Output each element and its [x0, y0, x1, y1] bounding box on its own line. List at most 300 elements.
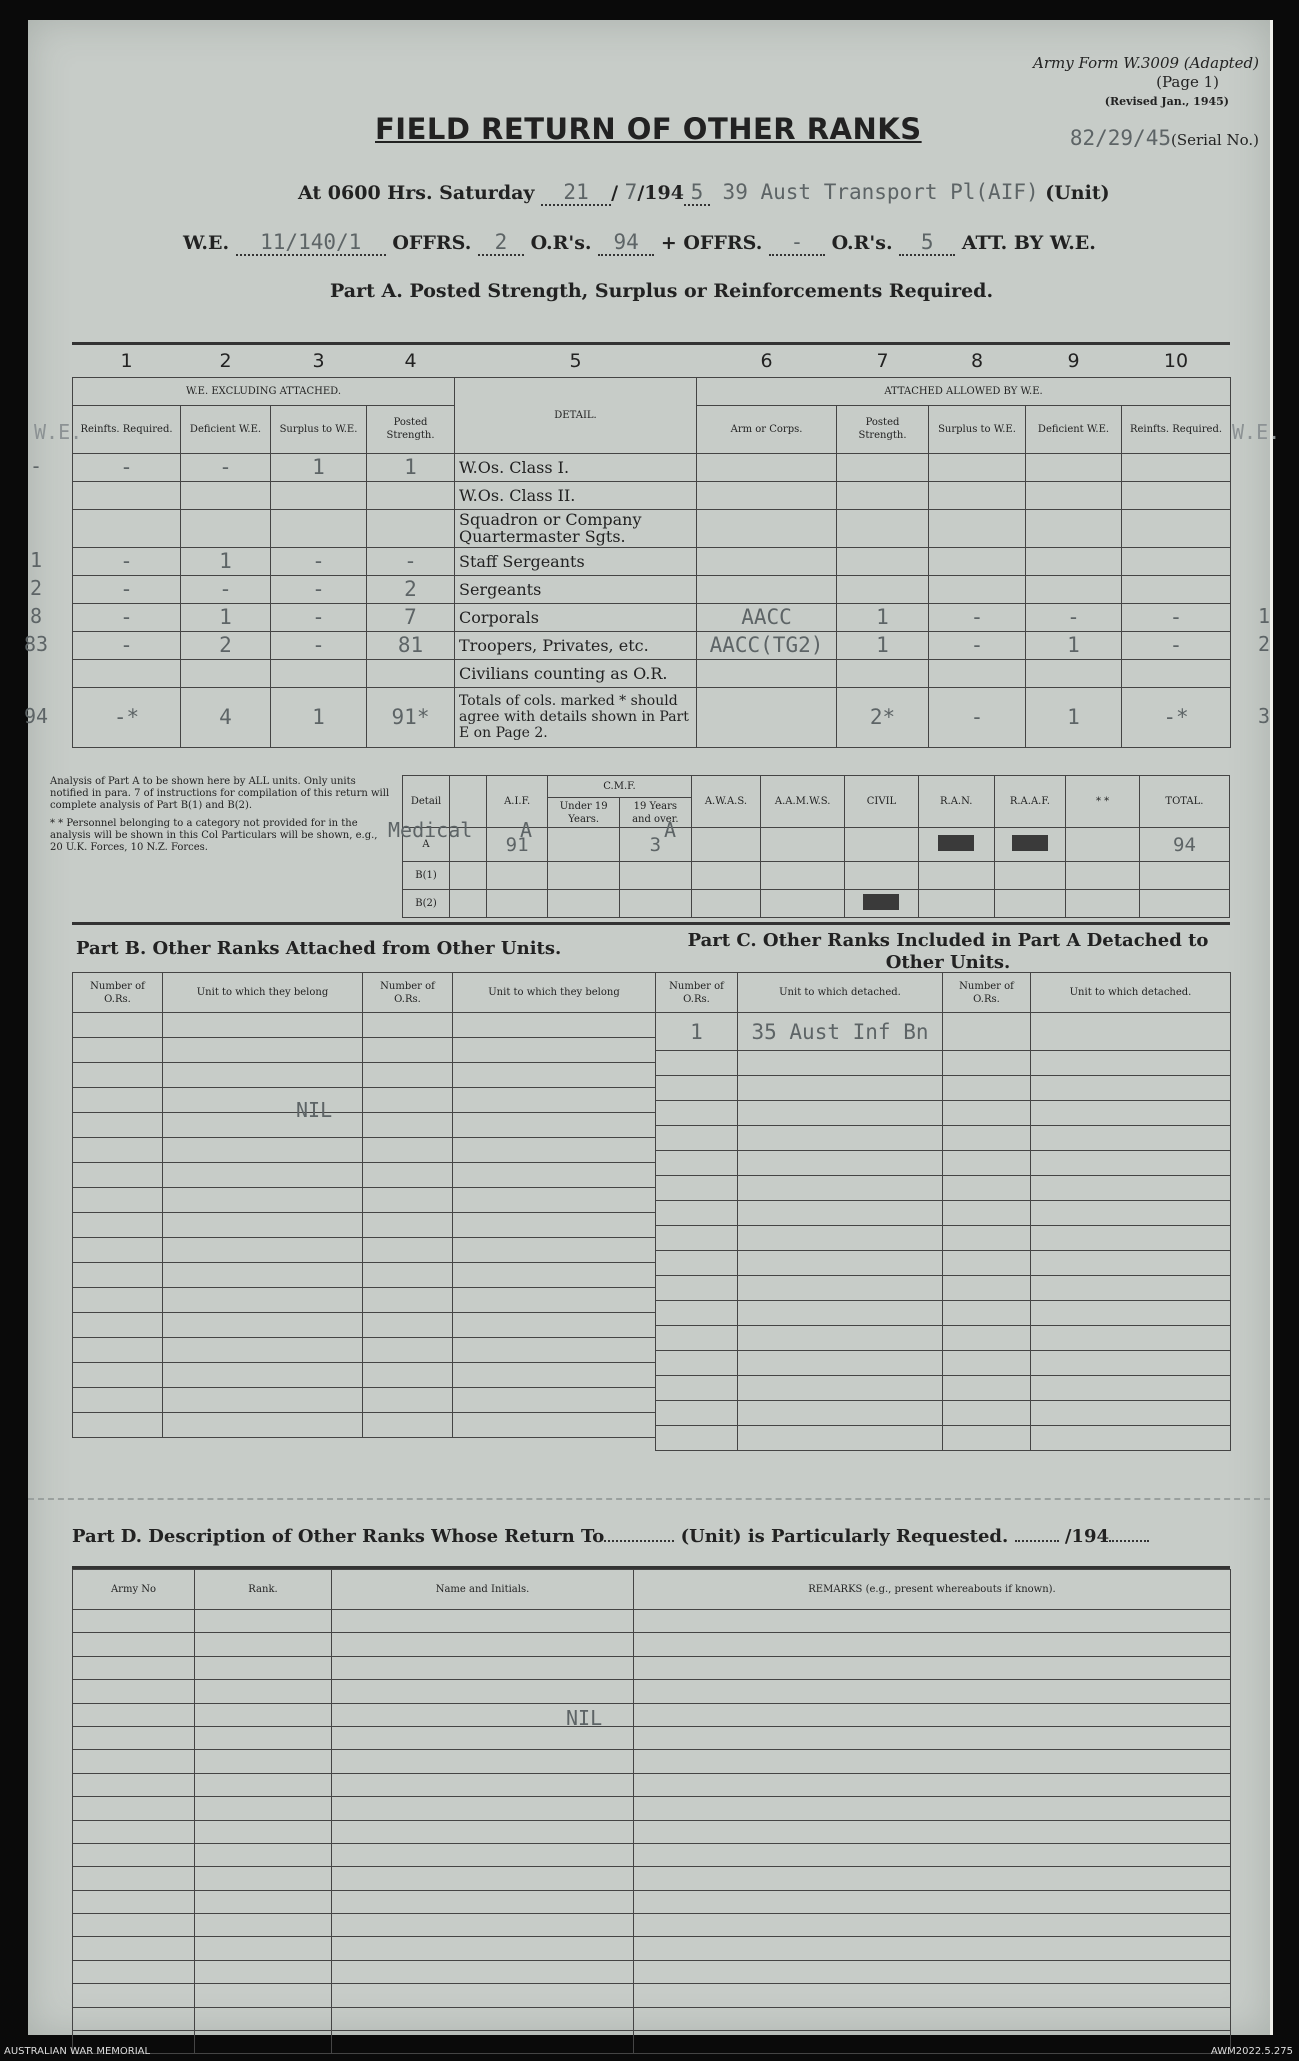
date-unit-line: At 0600 Hrs. Saturday 21 / 7/194 5 39 Aust Transport Pl(AIF) (Unit): [298, 180, 1110, 204]
part-c-row: [656, 1326, 1231, 1351]
part-b-table: [72, 972, 656, 1438]
col-number: 10: [1163, 349, 1189, 372]
page-number: (Page 1): [1156, 73, 1219, 91]
archive-reference: AWM2022.5.275: [1210, 2046, 1293, 2057]
blank-cell: [943, 1051, 1031, 1076]
blank-cell: [73, 1610, 195, 1633]
blank-cell: [1031, 1126, 1231, 1151]
rank-cell: -: [271, 631, 367, 659]
blank-cell: [1031, 1201, 1231, 1226]
blank-cell: [195, 1937, 332, 1960]
remarks-header: REMARKS (e.g., present whereabouts if known).: [634, 1570, 1231, 1610]
blank-cell: [363, 1338, 453, 1363]
rank-cell: [837, 547, 929, 575]
rank-cell: [1026, 659, 1122, 687]
rank-header: Rank.: [195, 1570, 332, 1610]
typed-aif-a: A: [520, 818, 533, 842]
blank-cell: [363, 1388, 453, 1413]
blank-cell: [656, 1226, 738, 1251]
part-b-row: [73, 1413, 656, 1438]
blank-cell: [1031, 1301, 1231, 1326]
blank-cell: [453, 1213, 656, 1238]
rank-cell: [73, 509, 181, 547]
blank-cell: [943, 1013, 1031, 1051]
rank-cell: -: [73, 603, 181, 631]
blank-cell: [195, 1703, 332, 1726]
revision-date: (Revised Jan., 1945): [1104, 95, 1229, 108]
part-d-row: [73, 1773, 1231, 1796]
blank-cell: [363, 1238, 453, 1263]
analysis-detail-header: Detail: [403, 776, 450, 828]
rank-cell: -: [1122, 631, 1231, 659]
blank-cell: [943, 1326, 1031, 1351]
rank-cell: [271, 509, 367, 547]
margin-we-right: W.E.: [1232, 420, 1281, 444]
rank-cell: AACC: [697, 603, 837, 631]
rank-cell: [929, 509, 1026, 547]
part-d-row: [73, 1703, 1231, 1726]
rank-cell: [929, 659, 1026, 687]
rank-cell: [1122, 509, 1231, 547]
part-c-number-header: Number of O.Rs.: [656, 973, 738, 1013]
part-c-table: [655, 972, 1231, 1451]
redaction-mark: [1012, 835, 1048, 851]
blank-cell: [73, 1960, 195, 1983]
blank-cell: [634, 1960, 1231, 1983]
total-cell: 2*: [837, 687, 929, 747]
part-d-row: [73, 1610, 1231, 1633]
blank-cell: [73, 1413, 163, 1438]
rank-cell: 1: [271, 453, 367, 481]
rank-cell: [1026, 509, 1122, 547]
blank-cell: [1031, 1326, 1231, 1351]
blank-cell: [73, 1038, 163, 1063]
rank-cell: -: [1026, 603, 1122, 631]
rank-cell: -: [271, 575, 367, 603]
blank-cell: [656, 1401, 738, 1426]
blank-cell: [656, 1201, 738, 1226]
arm-corps-header: Arm or Corps.: [697, 405, 837, 453]
rank-cell: [1026, 575, 1122, 603]
blank-cell: [1031, 1101, 1231, 1126]
blank-cell: [73, 1797, 195, 1820]
blank-cell: [73, 1263, 163, 1288]
part-d-row: [73, 1750, 1231, 1773]
blank-cell: [163, 1313, 363, 1338]
rank-cell: 2: [367, 575, 455, 603]
blank-cell: [163, 1138, 363, 1163]
blank-cell: [195, 1960, 332, 1983]
blank-cell: [943, 1201, 1031, 1226]
part-b-row: [73, 1038, 656, 1063]
part-d-heading-prefix: Part D. Description of Other Ranks Whose Return To: [72, 1526, 605, 1547]
part-d-row: [73, 1797, 1231, 1820]
col-number: 9: [1067, 349, 1080, 372]
rank-cell: -: [1122, 603, 1231, 631]
blank-cell: [453, 1288, 656, 1313]
blank-cell: [363, 1063, 453, 1088]
blank-cell: [453, 1038, 656, 1063]
part-c-unit-header: Unit to which detached.: [1031, 973, 1231, 1013]
margin-left-value: 8: [29, 604, 43, 628]
part-c-row: [656, 1051, 1231, 1076]
part-c-row: [656, 1251, 1231, 1276]
part-c-row: [656, 1351, 1231, 1376]
blank-cell: [332, 2007, 634, 2030]
plus-sign: +: [660, 232, 677, 254]
part-c-number-header: Number of O.Rs.: [943, 973, 1031, 1013]
row-label: A: [403, 828, 450, 862]
surplus-header: Surplus to W.E.: [271, 405, 367, 453]
blank-cell: [73, 1338, 163, 1363]
blank-cell: [332, 1890, 634, 1913]
blank-cell: [195, 1914, 332, 1937]
part-b-row: [73, 1113, 656, 1138]
rank-cell: -: [271, 547, 367, 575]
rank-cell: 1: [837, 631, 929, 659]
col-number: 6: [760, 349, 773, 372]
blank-cell: [1031, 1051, 1231, 1076]
blank-cell: [943, 1401, 1031, 1426]
analysis-row-b2: [403, 890, 1230, 918]
blank-cell: [332, 1984, 634, 2007]
analysis-row-b1: [403, 862, 1230, 890]
part-b-rows: [73, 1013, 656, 1438]
cmf-over-value: 3: [619, 828, 691, 862]
blank-cell: [634, 1914, 1231, 1937]
part-b-row: [73, 1138, 656, 1163]
offrs-value: 2: [494, 230, 508, 254]
blank-cell: [738, 1201, 943, 1226]
blank-cell: [1031, 1013, 1231, 1051]
blank-cell: [656, 1176, 738, 1201]
blank-cell: [73, 1138, 163, 1163]
blank-cell: [195, 1633, 332, 1656]
att-ors-label: O.R's.: [831, 232, 893, 254]
blank-cell: [73, 1113, 163, 1138]
blank-cell: [943, 1226, 1031, 1251]
part-d-row: [73, 1914, 1231, 1937]
blank-cell: [738, 1251, 943, 1276]
part-c-row: [656, 1401, 1231, 1426]
blank-cell: [73, 1750, 195, 1773]
blank-cell: [634, 1867, 1231, 1890]
blank-cell: [332, 1750, 634, 1773]
blank-cell: [163, 1263, 363, 1288]
part-d-row: [73, 2007, 1231, 2030]
blank-cell: [73, 1363, 163, 1388]
ors-value: 94: [613, 230, 639, 254]
blank-cell: [73, 1238, 163, 1263]
serial-number: [1070, 126, 1259, 150]
att-ors-value: 5: [920, 230, 934, 254]
att-offrs-value: -: [790, 230, 804, 254]
rank-cell: [837, 453, 929, 481]
ran-header: R.A.N.: [918, 776, 994, 828]
blank-cell: [73, 1388, 163, 1413]
civil-header: CIVIL: [845, 776, 919, 828]
margin-left-value: 2: [29, 576, 43, 600]
blank-cell: [634, 1680, 1231, 1703]
blank-cell: [738, 1301, 943, 1326]
blank-cell: [656, 1251, 738, 1276]
blank-cell: [453, 1338, 656, 1363]
rank-cell: [181, 481, 271, 509]
blank-cell: [363, 1113, 453, 1138]
part-d-nil: NIL: [566, 1706, 603, 1730]
part-d-heading-unit: (Unit) is Particularly Requested.: [680, 1526, 1009, 1547]
blank-cell: [656, 1276, 738, 1301]
part-b-row: [73, 1338, 656, 1363]
rank-cell: [837, 481, 929, 509]
rank-cell: [837, 509, 929, 547]
rank-cell: 1: [1026, 631, 1122, 659]
rank-cell: 1: [181, 547, 271, 575]
att-label: ATT. BY W.E.: [961, 232, 1096, 254]
margin-left-value: 1: [29, 548, 43, 572]
blank-cell: [163, 1038, 363, 1063]
blank-cell: [332, 1797, 634, 1820]
rule-bc: [72, 922, 1230, 925]
part-b-row: [73, 1088, 656, 1113]
ors-label: O.R's.: [530, 232, 592, 254]
rank-cell: 1: [367, 453, 455, 481]
part-b-heading: Part B. Other Ranks Attached from Other Units.: [76, 938, 562, 959]
col-number: 4: [404, 349, 417, 372]
rank-cell: [929, 453, 1026, 481]
blank-cell: [163, 1163, 363, 1188]
blank-cell: [73, 1867, 195, 1890]
part-a-row: [73, 547, 1231, 575]
aamws-header: A.A.M.W.S.: [761, 776, 845, 828]
part-c-row: [656, 1013, 1231, 1051]
left-group-header: W.E. EXCLUDING ATTACHED.: [73, 377, 455, 405]
awas-header: A.W.A.S.: [691, 776, 761, 828]
part-a-table: [72, 345, 1231, 748]
blank-cell: [943, 1426, 1031, 1451]
rank-cell: -: [929, 631, 1026, 659]
blank-cell: [1031, 1426, 1231, 1451]
blank-cell: [738, 1276, 943, 1301]
att-reinfts-header: Reinfts. Required.: [1122, 405, 1231, 453]
blank-cell: [1031, 1226, 1231, 1251]
blank-cell: [363, 1038, 453, 1063]
blank-cell: [453, 1113, 656, 1138]
reinfts-header: Reinfts. Required.: [73, 405, 181, 453]
blank-cell: [656, 1376, 738, 1401]
analysis-total-value: 94: [1139, 828, 1229, 862]
right-group-header: ATTACHED ALLOWED BY W.E.: [697, 377, 1231, 405]
margin-left-value: 94: [23, 704, 49, 728]
margin-right-value: 1: [1257, 604, 1271, 628]
blank-cell: [195, 1843, 332, 1866]
part-b-row: [73, 1063, 656, 1088]
army-no-header: Army No: [73, 1570, 195, 1610]
rank-cell: [367, 659, 455, 687]
cmf-under-header: Under 19 Years.: [548, 798, 620, 828]
date-day: 21: [563, 180, 589, 204]
rank-cell: [181, 659, 271, 687]
row-label: B(2): [403, 890, 450, 918]
part-c-rows: [656, 1013, 1231, 1451]
form-identifier: [1033, 54, 1259, 111]
part-b-row: [73, 1363, 656, 1388]
blank-cell: [943, 1101, 1031, 1126]
aif-header: A.I.F.: [486, 776, 547, 828]
blank-cell: [656, 1426, 738, 1451]
rank-cell: [697, 547, 837, 575]
part-c-row: [656, 1151, 1231, 1176]
margin-left-value: 83: [23, 632, 49, 656]
date-month: 7: [624, 180, 638, 204]
we-line: [183, 230, 1096, 256]
rank-cell: -: [73, 453, 181, 481]
blank-cell: [656, 1101, 738, 1126]
blank-cell: [363, 1288, 453, 1313]
part-b-row: [73, 1263, 656, 1288]
margin-we-left: W.E.: [34, 420, 83, 444]
rank-cell: 7: [367, 603, 455, 631]
rank-cell: [929, 481, 1026, 509]
we-value: 11/140/1: [260, 230, 362, 254]
blank-cell: [163, 1113, 363, 1138]
blank-cell: [73, 1937, 195, 1960]
rank-cell: -: [929, 603, 1026, 631]
part-b-unit-header: Unit to which they belong: [163, 973, 363, 1013]
blank-cell: [73, 1188, 163, 1213]
blank-cell: [195, 1890, 332, 1913]
total-cell: 91*: [367, 687, 455, 747]
part-d-heading: [72, 1526, 1149, 1547]
blank-cell: [738, 1176, 943, 1201]
blank-cell: [195, 1984, 332, 2007]
total-cell: -: [929, 687, 1026, 747]
rank-cell: [1026, 481, 1122, 509]
rank-detail: Sergeants: [455, 575, 697, 603]
typed-cmf-a: A: [664, 818, 677, 842]
blank-cell: [332, 1656, 634, 1679]
margin-left-value: -: [29, 454, 43, 478]
blank-cell: [73, 1703, 195, 1726]
margin-right-value: 2: [1257, 632, 1271, 656]
blank-cell: [195, 2031, 332, 2054]
blank-cell: [943, 1151, 1031, 1176]
part-c-row: [656, 1176, 1231, 1201]
blank-cell: [73, 1820, 195, 1843]
part-b-nil: NIL: [296, 1098, 333, 1122]
blank-cell: [634, 1656, 1231, 1679]
blank-cell: [73, 1063, 163, 1088]
rank-cell: [1122, 575, 1231, 603]
blank-cell: [195, 1726, 332, 1749]
rank-cell: AACC(TG2): [697, 631, 837, 659]
part-c-row: [656, 1426, 1231, 1451]
blank-cell: [363, 1088, 453, 1113]
blank-cell: [332, 1914, 634, 1937]
analysis-total-header: TOTAL.: [1139, 776, 1229, 828]
blank-cell: [656, 1351, 738, 1376]
blank-cell: [332, 1680, 634, 1703]
part-a-heading: Part A. Posted Strength, Surplus or Reinforcements Required.: [330, 280, 994, 302]
col-number: 8: [970, 349, 984, 372]
blank-cell: [453, 1163, 656, 1188]
redaction-mark: [938, 835, 974, 851]
part-d-row: [73, 1890, 1231, 1913]
part-a-row: [73, 509, 1231, 547]
blank-cell: [943, 1301, 1031, 1326]
col-number: 3: [312, 349, 325, 372]
blank-cell: [163, 1388, 363, 1413]
cmf-over-header: 19 Years and over.: [619, 798, 691, 828]
blank-cell: [163, 1363, 363, 1388]
rank-cell: 1: [181, 603, 271, 631]
rank-cell: [1122, 453, 1231, 481]
unit-label: (Unit): [1045, 182, 1110, 204]
rank-cell: [1122, 659, 1231, 687]
blank-cell: [73, 1914, 195, 1937]
blank-cell: [195, 1867, 332, 1890]
blank-cell: [163, 1238, 363, 1263]
blank-cell: [656, 1151, 738, 1176]
blank-cell: [195, 1680, 332, 1703]
blank-cell: [738, 1051, 943, 1076]
part-b-row: [73, 1163, 656, 1188]
blank-cell: [634, 1773, 1231, 1796]
blank-cell: [634, 1820, 1231, 1843]
blank-cell: [656, 1326, 738, 1351]
blank-cell: [363, 1213, 453, 1238]
rank-cell: [271, 659, 367, 687]
rank-cell: [929, 547, 1026, 575]
blank-cell: [332, 1960, 634, 1983]
we-label: W.E.: [183, 232, 230, 254]
year-prefix: /194: [637, 182, 684, 204]
part-d-row: [73, 1820, 1231, 1843]
att-deficient-header: Deficient W.E.: [1026, 405, 1122, 453]
blank-cell: [943, 1276, 1031, 1301]
margin-right-value: 3: [1257, 704, 1271, 728]
part-c-unit-header: Unit to which detached.: [738, 973, 943, 1013]
blank-cell: [943, 1351, 1031, 1376]
rank-detail: Staff Sergeants: [455, 547, 697, 575]
part-d-row: [73, 1843, 1231, 1866]
blank-cell: [195, 1797, 332, 1820]
rank-cell: [697, 509, 837, 547]
blank-cell: [453, 1013, 656, 1038]
blank-cell: [332, 1610, 634, 1633]
part-c-row: [656, 1126, 1231, 1151]
other-category-header: * *: [1066, 776, 1140, 828]
part-d-rows: [73, 1610, 1231, 2054]
blank-cell: [332, 1820, 634, 1843]
part-c-row: [656, 1276, 1231, 1301]
blank-cell: [332, 2031, 634, 2054]
part-d-table: [72, 1569, 1231, 2054]
blank-cell: [738, 1101, 943, 1126]
blank-cell: [1031, 1351, 1231, 1376]
rank-cell: -: [73, 631, 181, 659]
rank-cell: -: [73, 575, 181, 603]
blank-cell: [73, 1288, 163, 1313]
part-d-row: [73, 1726, 1231, 1749]
blank-cell: [1031, 1376, 1231, 1401]
analysis-notes: [50, 776, 390, 854]
rank-detail: W.Os. Class I.: [455, 453, 697, 481]
rank-cell: [697, 481, 837, 509]
att-posted-header: Posted Strength.: [837, 405, 929, 453]
serial-value: 82/29/45: [1069, 126, 1171, 150]
part-d-row: [73, 1867, 1231, 1890]
